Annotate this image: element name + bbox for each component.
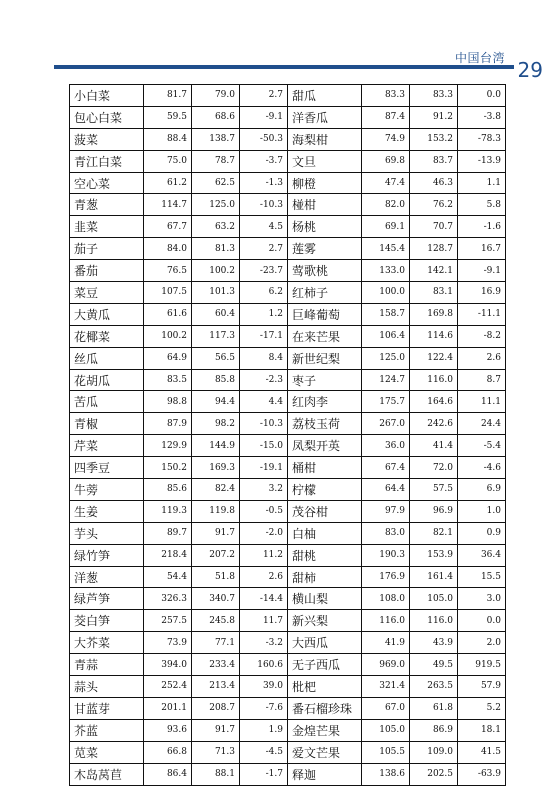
table-row [70, 500, 506, 522]
right-price-current-cell: 105.5 [362, 741, 410, 763]
right-price-previous-cell: 76.2 [410, 194, 458, 216]
left-price-previous-cell: 340.7 [192, 588, 240, 610]
left-price-change-cell: -7.6 [240, 697, 288, 719]
left-price-change-cell: -1.7 [240, 763, 288, 785]
left-item-name-cell: 青江白菜 [70, 150, 144, 172]
left-price-change-cell: 4.4 [240, 391, 288, 413]
table-row [70, 676, 506, 698]
table-row [70, 522, 506, 544]
left-price-previous-cell: 77.1 [192, 632, 240, 654]
right-price-current-cell: 124.7 [362, 369, 410, 391]
right-price-previous-cell: 116.0 [410, 610, 458, 632]
right-price-previous-cell: 83.1 [410, 282, 458, 304]
left-price-previous-cell: 117.3 [192, 325, 240, 347]
table-row [70, 654, 506, 676]
right-price-change-cell: -11.1 [458, 303, 506, 325]
left-price-change-cell: 6.2 [240, 282, 288, 304]
left-item-name-cell: 番茄 [70, 260, 144, 282]
left-price-current-cell: 201.1 [144, 697, 192, 719]
right-price-previous-cell: 86.9 [410, 719, 458, 741]
right-price-change-cell: -3.8 [458, 106, 506, 128]
left-price-change-cell: -10.3 [240, 413, 288, 435]
right-item-name-cell: 巨峰葡萄 [288, 303, 362, 325]
right-price-current-cell: 175.7 [362, 391, 410, 413]
right-item-name-cell: 在来芒果 [288, 325, 362, 347]
left-item-name-cell: 绿竹笋 [70, 544, 144, 566]
table-row [70, 413, 506, 435]
right-item-name-cell: 文旦 [288, 150, 362, 172]
right-price-change-cell: 8.7 [458, 369, 506, 391]
left-price-change-cell: 2.7 [240, 238, 288, 260]
right-price-current-cell: 82.0 [362, 194, 410, 216]
table-row [70, 369, 506, 391]
right-price-change-cell: 0.9 [458, 522, 506, 544]
right-price-previous-cell: 263.5 [410, 676, 458, 698]
right-price-change-cell: 1.0 [458, 500, 506, 522]
right-price-current-cell: 36.0 [362, 435, 410, 457]
table-row [70, 172, 506, 194]
right-price-change-cell: 3.0 [458, 588, 506, 610]
right-price-change-cell: -13.9 [458, 150, 506, 172]
left-price-previous-cell: 71.3 [192, 741, 240, 763]
table-row [70, 238, 506, 260]
right-price-previous-cell: 83.3 [410, 85, 458, 107]
right-price-previous-cell: 169.8 [410, 303, 458, 325]
left-item-name-cell: 丝瓜 [70, 347, 144, 369]
right-price-change-cell: 0.0 [458, 85, 506, 107]
left-item-name-cell: 大黄瓜 [70, 303, 144, 325]
right-price-change-cell: 5.8 [458, 194, 506, 216]
left-price-current-cell: 73.9 [144, 632, 192, 654]
left-price-current-cell: 98.8 [144, 391, 192, 413]
left-price-previous-cell: 63.2 [192, 216, 240, 238]
left-item-name-cell: 蒜头 [70, 676, 144, 698]
right-item-name-cell: 甜瓜 [288, 85, 362, 107]
table-row [70, 106, 506, 128]
page-number: 29 [517, 58, 543, 82]
left-item-name-cell: 甘蓝芽 [70, 697, 144, 719]
table-row [70, 347, 506, 369]
right-price-current-cell: 116.0 [362, 610, 410, 632]
left-price-change-cell: 4.5 [240, 216, 288, 238]
right-price-previous-cell: 72.0 [410, 457, 458, 479]
right-item-name-cell: 释迦 [288, 763, 362, 785]
right-price-current-cell: 108.0 [362, 588, 410, 610]
right-price-previous-cell: 153.9 [410, 544, 458, 566]
left-price-current-cell: 64.9 [144, 347, 192, 369]
table-row [70, 282, 506, 304]
right-price-current-cell: 87.4 [362, 106, 410, 128]
right-price-change-cell: 11.1 [458, 391, 506, 413]
left-price-change-cell: -14.4 [240, 588, 288, 610]
left-price-previous-cell: 119.8 [192, 500, 240, 522]
left-price-previous-cell: 51.8 [192, 566, 240, 588]
left-price-current-cell: 218.4 [144, 544, 192, 566]
right-item-name-cell: 洋香瓜 [288, 106, 362, 128]
left-price-previous-cell: 125.0 [192, 194, 240, 216]
right-price-change-cell: 16.7 [458, 238, 506, 260]
right-price-current-cell: 106.4 [362, 325, 410, 347]
left-item-name-cell: 苋菜 [70, 741, 144, 763]
right-price-previous-cell: 61.8 [410, 697, 458, 719]
left-price-previous-cell: 85.8 [192, 369, 240, 391]
left-price-current-cell: 59.5 [144, 106, 192, 128]
table-row [70, 303, 506, 325]
left-price-change-cell: -0.5 [240, 500, 288, 522]
left-item-name-cell: 芹菜 [70, 435, 144, 457]
left-price-previous-cell: 245.8 [192, 610, 240, 632]
right-item-name-cell: 爱文芒果 [288, 741, 362, 763]
left-price-previous-cell: 79.0 [192, 85, 240, 107]
left-price-change-cell: -4.5 [240, 741, 288, 763]
left-item-name-cell: 花胡瓜 [70, 369, 144, 391]
right-item-name-cell: 茂谷柑 [288, 500, 362, 522]
right-price-current-cell: 145.4 [362, 238, 410, 260]
left-price-previous-cell: 101.3 [192, 282, 240, 304]
section-title: 中国台湾 [454, 51, 505, 65]
left-item-name-cell: 芥蓝 [70, 719, 144, 741]
table-row [70, 325, 506, 347]
right-price-current-cell: 100.0 [362, 282, 410, 304]
left-item-name-cell: 小白菜 [70, 85, 144, 107]
table-row [70, 216, 506, 238]
right-item-name-cell: 桶柑 [288, 457, 362, 479]
left-item-name-cell: 牛蒡 [70, 479, 144, 501]
left-price-current-cell: 61.6 [144, 303, 192, 325]
left-price-current-cell: 54.4 [144, 566, 192, 588]
right-item-name-cell: 金煌芒果 [288, 719, 362, 741]
right-price-previous-cell: 41.4 [410, 435, 458, 457]
left-price-change-cell: 11.2 [240, 544, 288, 566]
left-price-previous-cell: 94.4 [192, 391, 240, 413]
right-item-name-cell: 大西瓜 [288, 632, 362, 654]
right-price-change-cell: 24.4 [458, 413, 506, 435]
table-row [70, 697, 506, 719]
left-price-current-cell: 326.3 [144, 588, 192, 610]
left-price-change-cell: -3.2 [240, 632, 288, 654]
right-price-current-cell: 69.1 [362, 216, 410, 238]
left-item-name-cell: 生姜 [70, 500, 144, 522]
right-price-current-cell: 47.4 [362, 172, 410, 194]
left-price-change-cell: -19.1 [240, 457, 288, 479]
left-price-change-cell: 3.2 [240, 479, 288, 501]
right-price-previous-cell: 46.3 [410, 172, 458, 194]
left-price-change-cell: -9.1 [240, 106, 288, 128]
right-price-previous-cell: 49.5 [410, 654, 458, 676]
right-price-change-cell: 36.4 [458, 544, 506, 566]
left-price-current-cell: 89.7 [144, 522, 192, 544]
right-price-previous-cell: 142.1 [410, 260, 458, 282]
right-price-change-cell: 2.6 [458, 347, 506, 369]
right-price-current-cell: 67.0 [362, 697, 410, 719]
price-table [69, 84, 506, 786]
right-price-change-cell: 16.9 [458, 282, 506, 304]
right-price-previous-cell: 116.0 [410, 369, 458, 391]
left-price-change-cell: 11.7 [240, 610, 288, 632]
left-price-current-cell: 93.6 [144, 719, 192, 741]
table-row [70, 194, 506, 216]
left-price-previous-cell: 78.7 [192, 150, 240, 172]
table-row [70, 566, 506, 588]
left-price-previous-cell: 207.2 [192, 544, 240, 566]
right-price-change-cell: -8.2 [458, 325, 506, 347]
right-price-previous-cell: 122.4 [410, 347, 458, 369]
left-price-current-cell: 81.7 [144, 85, 192, 107]
right-price-current-cell: 41.9 [362, 632, 410, 654]
left-price-current-cell: 87.9 [144, 413, 192, 435]
left-price-previous-cell: 98.2 [192, 413, 240, 435]
right-price-change-cell: 6.9 [458, 479, 506, 501]
right-item-name-cell: 荔枝玉荷 [288, 413, 362, 435]
left-price-current-cell: 67.7 [144, 216, 192, 238]
left-item-name-cell: 花椰菜 [70, 325, 144, 347]
left-price-previous-cell: 91.7 [192, 522, 240, 544]
right-price-change-cell: -9.1 [458, 260, 506, 282]
right-price-previous-cell: 114.6 [410, 325, 458, 347]
right-price-current-cell: 97.9 [362, 500, 410, 522]
right-price-current-cell: 83.0 [362, 522, 410, 544]
left-price-change-cell: -23.7 [240, 260, 288, 282]
right-item-name-cell: 莲雾 [288, 238, 362, 260]
table-row [70, 479, 506, 501]
table-row [70, 610, 506, 632]
left-item-name-cell: 芋头 [70, 522, 144, 544]
right-price-current-cell: 158.7 [362, 303, 410, 325]
right-price-current-cell: 74.9 [362, 128, 410, 150]
right-price-current-cell: 133.0 [362, 260, 410, 282]
right-price-previous-cell: 164.6 [410, 391, 458, 413]
left-price-change-cell: -10.3 [240, 194, 288, 216]
left-price-current-cell: 85.6 [144, 479, 192, 501]
right-price-previous-cell: 153.2 [410, 128, 458, 150]
left-price-current-cell: 119.3 [144, 500, 192, 522]
right-price-previous-cell: 128.7 [410, 238, 458, 260]
right-price-current-cell: 267.0 [362, 413, 410, 435]
left-price-current-cell: 88.4 [144, 128, 192, 150]
table-row [70, 588, 506, 610]
left-price-current-cell: 66.8 [144, 741, 192, 763]
right-item-name-cell: 杨桃 [288, 216, 362, 238]
table-row [70, 150, 506, 172]
right-price-current-cell: 125.0 [362, 347, 410, 369]
left-price-previous-cell: 56.5 [192, 347, 240, 369]
left-price-current-cell: 129.9 [144, 435, 192, 457]
right-price-change-cell: 1.1 [458, 172, 506, 194]
right-price-change-cell: 41.5 [458, 741, 506, 763]
right-item-name-cell: 柠檬 [288, 479, 362, 501]
table-row [70, 128, 506, 150]
right-item-name-cell: 红柿子 [288, 282, 362, 304]
left-price-current-cell: 76.5 [144, 260, 192, 282]
left-price-current-cell: 252.4 [144, 676, 192, 698]
table-row [70, 632, 506, 654]
left-price-change-cell: 8.4 [240, 347, 288, 369]
left-item-name-cell: 青蒜 [70, 654, 144, 676]
right-price-change-cell: -63.9 [458, 763, 506, 785]
right-price-current-cell: 321.4 [362, 676, 410, 698]
right-price-previous-cell: 83.7 [410, 150, 458, 172]
left-price-current-cell: 150.2 [144, 457, 192, 479]
left-price-previous-cell: 60.4 [192, 303, 240, 325]
left-item-name-cell: 大芥菜 [70, 632, 144, 654]
left-item-name-cell: 菠菜 [70, 128, 144, 150]
right-price-change-cell: 15.5 [458, 566, 506, 588]
left-price-change-cell: 39.0 [240, 676, 288, 698]
right-price-current-cell: 64.4 [362, 479, 410, 501]
left-price-change-cell: -15.0 [240, 435, 288, 457]
right-price-previous-cell: 109.0 [410, 741, 458, 763]
price-table-body [70, 85, 506, 786]
right-item-name-cell: 海梨柑 [288, 128, 362, 150]
right-price-previous-cell: 105.0 [410, 588, 458, 610]
left-price-change-cell: -1.3 [240, 172, 288, 194]
right-price-change-cell: -4.6 [458, 457, 506, 479]
table-row [70, 763, 506, 785]
left-price-previous-cell: 213.4 [192, 676, 240, 698]
left-price-change-cell: 160.6 [240, 654, 288, 676]
table-row [70, 85, 506, 107]
left-price-previous-cell: 81.3 [192, 238, 240, 260]
left-price-current-cell: 100.2 [144, 325, 192, 347]
left-price-current-cell: 83.5 [144, 369, 192, 391]
left-price-current-cell: 84.0 [144, 238, 192, 260]
right-item-name-cell: 红肉李 [288, 391, 362, 413]
right-price-current-cell: 969.0 [362, 654, 410, 676]
right-item-name-cell: 椪柑 [288, 194, 362, 216]
right-price-previous-cell: 161.4 [410, 566, 458, 588]
right-price-previous-cell: 43.9 [410, 632, 458, 654]
right-price-current-cell: 105.0 [362, 719, 410, 741]
left-price-previous-cell: 233.4 [192, 654, 240, 676]
right-price-current-cell: 69.8 [362, 150, 410, 172]
left-price-current-cell: 107.5 [144, 282, 192, 304]
right-price-current-cell: 190.3 [362, 544, 410, 566]
right-item-name-cell: 甜柿 [288, 566, 362, 588]
left-price-current-cell: 257.5 [144, 610, 192, 632]
right-price-current-cell: 67.4 [362, 457, 410, 479]
right-price-previous-cell: 57.5 [410, 479, 458, 501]
table-row [70, 741, 506, 763]
table-row [70, 544, 506, 566]
right-item-name-cell: 凤梨开英 [288, 435, 362, 457]
left-item-name-cell: 菜豆 [70, 282, 144, 304]
right-price-change-cell: 919.5 [458, 654, 506, 676]
right-price-change-cell: 0.0 [458, 610, 506, 632]
left-price-previous-cell: 144.9 [192, 435, 240, 457]
left-price-current-cell: 114.7 [144, 194, 192, 216]
right-item-name-cell: 新世纪梨 [288, 347, 362, 369]
table-row [70, 435, 506, 457]
left-price-change-cell: -2.3 [240, 369, 288, 391]
left-price-current-cell: 75.0 [144, 150, 192, 172]
left-price-previous-cell: 88.1 [192, 763, 240, 785]
left-item-name-cell: 青椒 [70, 413, 144, 435]
left-item-name-cell: 茄子 [70, 238, 144, 260]
right-price-change-cell: 5.2 [458, 697, 506, 719]
left-price-previous-cell: 82.4 [192, 479, 240, 501]
left-price-current-cell: 394.0 [144, 654, 192, 676]
right-price-change-cell: 57.9 [458, 676, 506, 698]
left-price-change-cell: 1.2 [240, 303, 288, 325]
right-price-change-cell: -78.3 [458, 128, 506, 150]
right-price-current-cell: 138.6 [362, 763, 410, 785]
left-price-change-cell: -2.0 [240, 522, 288, 544]
left-item-name-cell: 苦瓜 [70, 391, 144, 413]
right-item-name-cell: 横山梨 [288, 588, 362, 610]
right-price-previous-cell: 91.2 [410, 106, 458, 128]
right-item-name-cell: 甜桃 [288, 544, 362, 566]
table-row [70, 719, 506, 741]
left-price-change-cell: 2.7 [240, 85, 288, 107]
right-price-current-cell: 176.9 [362, 566, 410, 588]
left-price-previous-cell: 208.7 [192, 697, 240, 719]
left-price-previous-cell: 91.7 [192, 719, 240, 741]
left-price-change-cell: 2.6 [240, 566, 288, 588]
right-price-previous-cell: 242.6 [410, 413, 458, 435]
left-item-name-cell: 木岛莴苣 [70, 763, 144, 785]
right-item-name-cell: 柳橙 [288, 172, 362, 194]
right-item-name-cell: 枇杷 [288, 676, 362, 698]
right-price-change-cell: -1.6 [458, 216, 506, 238]
left-item-name-cell: 绿芦笋 [70, 588, 144, 610]
right-item-name-cell: 新兴梨 [288, 610, 362, 632]
left-price-previous-cell: 62.5 [192, 172, 240, 194]
left-price-previous-cell: 100.2 [192, 260, 240, 282]
left-price-previous-cell: 68.6 [192, 106, 240, 128]
right-price-change-cell: 2.0 [458, 632, 506, 654]
left-item-name-cell: 空心菜 [70, 172, 144, 194]
header-rule [54, 65, 514, 69]
right-item-name-cell: 枣子 [288, 369, 362, 391]
left-item-name-cell: 洋葱 [70, 566, 144, 588]
left-item-name-cell: 包心白菜 [70, 106, 144, 128]
table-row [70, 457, 506, 479]
left-item-name-cell: 青葱 [70, 194, 144, 216]
right-price-previous-cell: 70.7 [410, 216, 458, 238]
right-item-name-cell: 无子西瓜 [288, 654, 362, 676]
right-price-previous-cell: 82.1 [410, 522, 458, 544]
left-price-change-cell: -3.7 [240, 150, 288, 172]
right-item-name-cell: 白柚 [288, 522, 362, 544]
left-price-previous-cell: 138.7 [192, 128, 240, 150]
right-price-previous-cell: 96.9 [410, 500, 458, 522]
right-item-name-cell: 番石榴珍珠 [288, 697, 362, 719]
left-price-change-cell: -17.1 [240, 325, 288, 347]
right-price-change-cell: -5.4 [458, 435, 506, 457]
left-price-change-cell: 1.9 [240, 719, 288, 741]
right-item-name-cell: 莺歌桃 [288, 260, 362, 282]
table-row [70, 391, 506, 413]
left-price-current-cell: 61.2 [144, 172, 192, 194]
left-item-name-cell: 茭白笋 [70, 610, 144, 632]
left-item-name-cell: 四季豆 [70, 457, 144, 479]
left-item-name-cell: 韭菜 [70, 216, 144, 238]
right-price-current-cell: 83.3 [362, 85, 410, 107]
left-price-change-cell: -50.3 [240, 128, 288, 150]
right-price-previous-cell: 202.5 [410, 763, 458, 785]
left-price-current-cell: 86.4 [144, 763, 192, 785]
left-price-previous-cell: 169.3 [192, 457, 240, 479]
right-price-change-cell: 18.1 [458, 719, 506, 741]
table-row [70, 260, 506, 282]
